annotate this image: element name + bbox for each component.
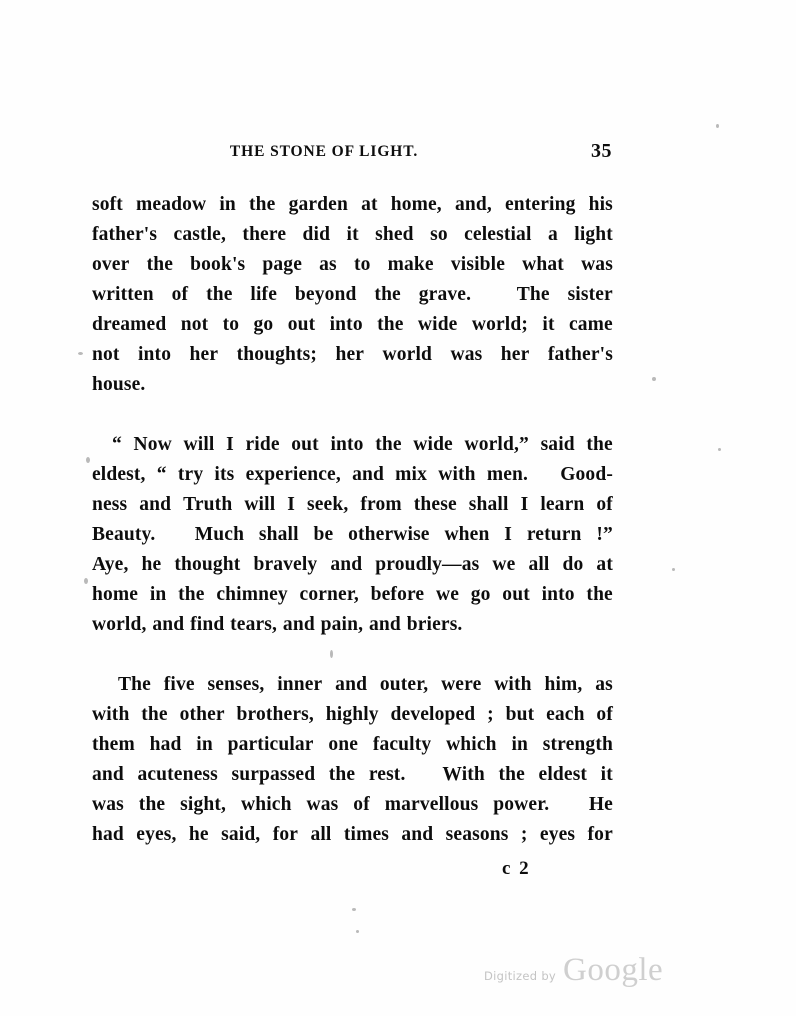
word: mix xyxy=(395,464,428,485)
word: “ xyxy=(156,464,167,485)
word: had xyxy=(149,734,182,755)
word: I xyxy=(504,524,513,545)
text-line xyxy=(92,670,613,700)
word: developed xyxy=(390,704,476,725)
word: power. xyxy=(493,794,550,815)
paragraph-1 xyxy=(92,190,613,400)
word: world,” xyxy=(464,434,529,455)
word: highly xyxy=(325,704,379,725)
word: The xyxy=(118,674,151,695)
word: it xyxy=(346,224,359,245)
word: the xyxy=(141,704,168,725)
text-line xyxy=(92,790,613,820)
scan-speckle xyxy=(718,448,721,451)
word: of xyxy=(596,704,613,725)
word: the xyxy=(328,764,356,785)
word: Good- xyxy=(560,464,613,485)
word: said xyxy=(540,434,575,455)
word: what xyxy=(522,254,564,275)
scan-speckle xyxy=(652,377,656,381)
word: five xyxy=(163,674,195,695)
word: Much xyxy=(194,524,245,545)
word: was xyxy=(581,254,613,275)
word: the xyxy=(375,434,402,455)
text-line xyxy=(92,220,613,250)
text-line xyxy=(92,460,613,490)
word: “ xyxy=(112,434,122,455)
word: in xyxy=(219,194,236,215)
word: other xyxy=(179,704,225,725)
word: out xyxy=(291,434,319,455)
google-watermark xyxy=(484,952,663,989)
word: the xyxy=(498,764,525,785)
scan-speckle xyxy=(86,457,90,463)
word: page xyxy=(262,254,303,275)
word: out xyxy=(502,584,530,605)
word: eyes, xyxy=(136,824,177,845)
word: not xyxy=(180,314,209,335)
text-line xyxy=(92,310,613,340)
word: visible xyxy=(450,254,506,275)
word: eldest xyxy=(538,764,588,785)
watermark-google-wordmark: Google xyxy=(563,952,664,988)
word: seek, xyxy=(307,494,349,515)
word: of xyxy=(596,494,613,515)
word: into xyxy=(329,314,363,335)
body-text xyxy=(92,190,613,850)
word: the xyxy=(374,284,401,305)
word: garden xyxy=(288,194,348,215)
sentence-gap xyxy=(539,460,549,490)
word: shall xyxy=(468,494,509,515)
word: all xyxy=(310,824,332,845)
word: and xyxy=(330,554,363,575)
sentence-gap xyxy=(419,760,429,790)
word: corner, xyxy=(299,584,359,605)
word: light xyxy=(574,224,613,245)
word: pain, xyxy=(320,614,364,635)
word: the xyxy=(146,254,174,275)
word: with xyxy=(92,704,130,725)
word: and xyxy=(401,824,434,845)
word: strength xyxy=(542,734,613,755)
scan-speckle xyxy=(352,908,356,911)
word: go xyxy=(253,314,274,335)
text-line xyxy=(92,760,613,790)
word: the xyxy=(178,584,205,605)
word: he xyxy=(188,824,209,845)
word: had xyxy=(92,824,124,845)
running-head-title: THE STONE OF LIGHT. xyxy=(229,143,419,160)
word: do xyxy=(562,554,584,575)
word: find xyxy=(190,614,225,635)
word: and xyxy=(152,614,185,635)
word: into xyxy=(330,434,364,455)
word: sight, xyxy=(180,794,227,815)
word: book's xyxy=(190,254,246,275)
word: world; xyxy=(471,314,529,335)
text-line xyxy=(92,370,613,400)
word: and xyxy=(352,464,384,485)
word: one xyxy=(328,734,359,755)
word: world xyxy=(382,344,433,365)
word: he xyxy=(141,554,162,575)
word: otherwise xyxy=(348,524,430,545)
word: sister xyxy=(567,284,613,305)
word: home xyxy=(92,584,139,605)
word: Truth xyxy=(183,494,233,515)
word: for xyxy=(272,824,299,845)
word: the xyxy=(138,794,166,815)
word: times xyxy=(343,824,390,845)
word: experience, xyxy=(245,464,341,485)
word: for xyxy=(587,824,613,845)
word: tears, xyxy=(230,614,278,635)
word: and, xyxy=(454,194,492,215)
word: with xyxy=(438,464,476,485)
word: said, xyxy=(221,824,261,845)
word: which xyxy=(240,794,292,815)
word: make xyxy=(387,254,434,275)
word: at xyxy=(361,194,378,215)
word: we xyxy=(435,584,460,605)
word: ness xyxy=(92,494,128,515)
running-head xyxy=(92,140,612,167)
word: eldest, xyxy=(92,464,146,485)
word: to xyxy=(222,314,240,335)
word: dreamed xyxy=(92,314,167,335)
word: seasons xyxy=(445,824,509,845)
word: !” xyxy=(596,524,613,545)
word: of xyxy=(353,794,370,815)
word: rest. xyxy=(368,764,406,785)
word: brothers, xyxy=(236,704,314,725)
word: meadow xyxy=(136,194,207,215)
sentence-gap xyxy=(564,790,574,820)
word: there xyxy=(242,224,287,245)
word: I xyxy=(287,494,296,515)
word: when xyxy=(444,524,490,545)
text-line xyxy=(92,280,613,310)
word: proudly—as xyxy=(375,554,480,575)
word: in xyxy=(196,734,213,755)
word: a xyxy=(547,224,558,245)
scan-speckle xyxy=(672,568,675,571)
word: be xyxy=(313,524,334,545)
signature-mark: c 2 xyxy=(502,858,531,879)
word: not xyxy=(92,344,120,365)
word: home, xyxy=(390,194,442,215)
word: at xyxy=(596,554,613,575)
text-line xyxy=(92,340,613,370)
word: into xyxy=(137,344,172,365)
word: with xyxy=(494,674,532,695)
text-line xyxy=(92,580,613,610)
word: was xyxy=(92,794,124,815)
text-line xyxy=(92,250,613,280)
word: The xyxy=(516,284,550,305)
word: out xyxy=(287,314,316,335)
word: and xyxy=(139,494,172,515)
word: into xyxy=(541,584,575,605)
word: was xyxy=(306,794,339,815)
word: surpassed xyxy=(231,764,316,785)
word: go xyxy=(470,584,491,605)
word: in xyxy=(511,734,529,755)
word: particular xyxy=(227,734,314,755)
word: to xyxy=(353,254,371,275)
text-line xyxy=(92,730,613,760)
word: the xyxy=(377,314,404,335)
word: shall xyxy=(258,524,299,545)
word: With xyxy=(442,764,485,785)
word: grave. xyxy=(418,284,472,305)
word: learn xyxy=(540,494,585,515)
text-line xyxy=(92,820,613,850)
word: and xyxy=(368,614,401,635)
word: thought xyxy=(174,554,241,575)
word: shed xyxy=(375,224,414,245)
word: his xyxy=(588,194,613,215)
word: inner xyxy=(277,674,323,695)
word: the xyxy=(586,584,613,605)
word: and xyxy=(282,614,315,635)
word: men. xyxy=(486,464,529,485)
scan-speckle xyxy=(330,650,333,658)
word: acuteness xyxy=(137,764,218,785)
word: it xyxy=(542,314,555,335)
sentence-gap xyxy=(170,520,180,550)
scan-speckle xyxy=(356,930,359,933)
paragraph-2 xyxy=(92,430,613,640)
word: soft xyxy=(92,194,123,215)
word: life xyxy=(250,284,278,305)
word: will xyxy=(244,494,276,515)
word: faculty xyxy=(372,734,432,755)
word: will xyxy=(183,434,215,455)
word: wide xyxy=(417,314,458,335)
word: father's xyxy=(547,344,613,365)
word: marvellous xyxy=(384,794,479,815)
word: Beauty. xyxy=(92,524,156,545)
word: were xyxy=(441,674,482,695)
word: its xyxy=(214,464,235,485)
word: over xyxy=(92,254,130,275)
word: ; xyxy=(520,824,528,845)
word: but xyxy=(505,704,535,725)
text-line xyxy=(92,190,613,220)
word: the xyxy=(586,434,613,455)
scan-speckle xyxy=(84,578,88,584)
word: was xyxy=(450,344,483,365)
word: her xyxy=(189,344,219,365)
word: her xyxy=(500,344,530,365)
word: in xyxy=(149,584,167,605)
word: so xyxy=(430,224,448,245)
word: father's xyxy=(92,224,158,245)
word: I xyxy=(520,494,529,515)
word: castle, xyxy=(173,224,227,245)
word: thoughts; xyxy=(236,344,318,365)
text-line xyxy=(92,610,613,640)
word: senses, xyxy=(207,674,265,695)
word: we xyxy=(492,554,516,575)
word: which xyxy=(446,734,497,755)
text-line xyxy=(92,430,613,460)
watermark-prefix-text: Digitized by xyxy=(484,969,557,983)
word: the xyxy=(249,194,276,215)
word: ; xyxy=(487,704,494,725)
word: it xyxy=(600,764,613,785)
word: world, xyxy=(92,614,147,635)
word: He xyxy=(588,794,613,815)
word: bravely xyxy=(253,554,318,575)
word: as xyxy=(595,674,613,695)
scan-speckle xyxy=(716,124,719,128)
word: wide xyxy=(413,434,453,455)
word: return xyxy=(526,524,582,545)
word: from xyxy=(360,494,402,515)
word: them xyxy=(92,734,135,755)
word: briers. xyxy=(406,614,463,635)
word: of xyxy=(171,284,189,305)
word: Now xyxy=(133,434,172,455)
word: each xyxy=(546,704,585,725)
text-line xyxy=(92,700,613,730)
word: house. xyxy=(92,374,146,395)
word: beyond xyxy=(294,284,357,305)
word: celestial xyxy=(464,224,532,245)
paragraph-3 xyxy=(92,670,613,850)
sentence-gap xyxy=(489,280,499,310)
word: came xyxy=(568,314,613,335)
word: outer, xyxy=(379,674,429,695)
word: before xyxy=(370,584,425,605)
word: and xyxy=(335,674,368,695)
word: these xyxy=(413,494,457,515)
word: I xyxy=(226,434,234,455)
text-line xyxy=(92,520,613,550)
word: ride xyxy=(245,434,280,455)
word: entering xyxy=(504,194,576,215)
page-number: 35 xyxy=(591,140,612,162)
word: the xyxy=(206,284,233,305)
word: did xyxy=(302,224,331,245)
word: eyes xyxy=(539,824,576,845)
scan-speckle xyxy=(78,352,83,355)
word: all xyxy=(528,554,550,575)
word: and xyxy=(92,764,124,785)
word: written xyxy=(92,284,154,305)
text-line xyxy=(92,490,613,520)
word: Aye, xyxy=(92,554,129,575)
word: him, xyxy=(544,674,583,695)
text-line xyxy=(92,550,613,580)
word: her xyxy=(335,344,365,365)
word: chimney xyxy=(216,584,288,605)
word: try xyxy=(177,464,204,485)
word: as xyxy=(319,254,337,275)
